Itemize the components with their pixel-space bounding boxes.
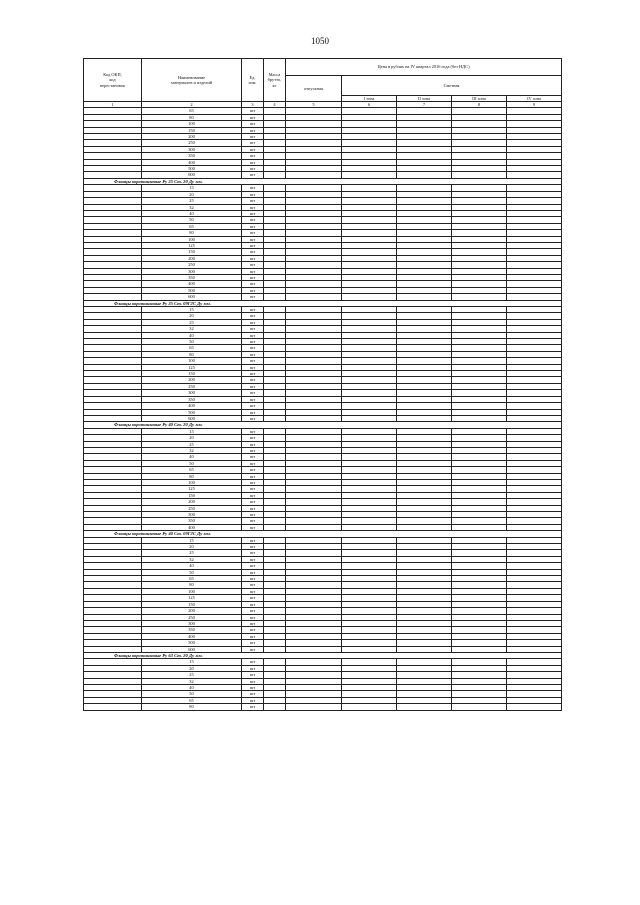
cell-unit: шт [242, 262, 264, 268]
header-code-line3: перестановок [99, 82, 126, 88]
cell-mass [264, 704, 286, 710]
cell-name: 150 [142, 601, 242, 607]
cell-unit: шт [242, 659, 264, 665]
column-number: 8 [452, 102, 507, 108]
cell-name: 25 [142, 198, 242, 204]
cell-name: 25 [142, 441, 242, 447]
cell-name: 300 [142, 620, 242, 626]
header-mass-line1: Масса [268, 71, 281, 77]
cell-name: 200 [142, 608, 242, 614]
section-title: Фланцы воротниковые Ру 25 Ст. 09Г2С Ду мм. [84, 300, 562, 306]
cell-unit: шт [242, 691, 264, 697]
cell-name: 80 [142, 704, 242, 710]
cell-unit: шт [242, 249, 264, 255]
cell-name: 32 [142, 326, 242, 332]
cell-name: 200 [142, 499, 242, 505]
cell-name: 65 [142, 345, 242, 351]
cell-name: 150 [142, 249, 242, 255]
column-number: 9 [507, 102, 562, 108]
section-title: Фланцы воротниковые Ру 40 Ст. 20 Ду мм. [84, 422, 562, 428]
cell-unit: шт [242, 134, 264, 140]
cell-unit: шт [242, 595, 264, 601]
column-number: 7 [397, 102, 452, 108]
cell-unit: шт [242, 428, 264, 434]
cell-name: 300 [142, 390, 242, 396]
section-title: Фланцы воротниковые Ру 25 Ст. 20 Ду мм. [84, 178, 562, 184]
cell-name: 40 [142, 684, 242, 690]
cell-unit: шт [242, 544, 264, 550]
cell-unit: шт [242, 479, 264, 485]
cell-unit: шт [242, 646, 264, 652]
cell-unit: шт [242, 313, 264, 319]
cell-unit: шт [242, 627, 264, 633]
cell-name: 15 [142, 537, 242, 543]
cell-name: 500 [142, 640, 242, 646]
cell-unit: шт [242, 127, 264, 133]
cell-unit: шт [242, 620, 264, 626]
page-number: 1050 [311, 36, 329, 46]
header-mass-line3: кг [272, 82, 277, 88]
cell-unit: шт [242, 351, 264, 357]
cell-name: 80 [142, 473, 242, 479]
cell-zone3-price [452, 704, 507, 710]
cell-name: 25 [142, 672, 242, 678]
cell-unit: шт [242, 505, 264, 511]
cell-unit: шт [242, 198, 264, 204]
cell-name: 15 [142, 307, 242, 313]
cell-name: 500 [142, 409, 242, 415]
cell-name: 200 [142, 134, 242, 140]
cell-name: 150 [142, 127, 242, 133]
cell-unit: шт [242, 524, 264, 530]
cell-name: 65 [142, 223, 242, 229]
cell-unit: шт [242, 550, 264, 556]
cell-unit: шт [242, 185, 264, 191]
cell-unit: шт [242, 358, 264, 364]
cell-unit: шт [242, 697, 264, 703]
cell-name: 500 [142, 287, 242, 293]
cell-unit: шт [242, 588, 264, 594]
cell-unit: шт [242, 307, 264, 313]
cell-unit: шт [242, 460, 264, 466]
cell-name: 600 [142, 646, 242, 652]
cell-unit: шт [242, 114, 264, 120]
cell-unit: шт [242, 556, 264, 562]
cell-name: 15 [142, 428, 242, 434]
header-price-title: Цена в рублях на IV квартал 2016 года (без НДС) [286, 59, 562, 76]
table-body [84, 108, 562, 710]
cell-name: 50 [142, 217, 242, 223]
header-name-line1: Наименование [177, 74, 206, 80]
cell-name: 600 [142, 172, 242, 178]
cell-name: 250 [142, 614, 242, 620]
cell-code [84, 704, 142, 710]
cell-name: 200 [142, 255, 242, 261]
cell-unit: шт [242, 332, 264, 338]
cell-name: 100 [142, 479, 242, 485]
cell-unit: шт [242, 166, 264, 172]
cell-name: 40 [142, 332, 242, 338]
cell-name: 400 [142, 281, 242, 287]
cell-name: 350 [142, 518, 242, 524]
column-number: 3 [242, 102, 264, 108]
cell-unit: шт [242, 287, 264, 293]
cell-unit: шт [242, 576, 264, 582]
cell-name: 400 [142, 403, 242, 409]
cell-name: 65 [142, 467, 242, 473]
cell-name: 80 [142, 582, 242, 588]
cell-name: 250 [142, 140, 242, 146]
cell-unit: шт [242, 512, 264, 518]
cell-unit: шт [242, 326, 264, 332]
cell-unit: шт [242, 409, 264, 415]
cell-name: 32 [142, 556, 242, 562]
cell-unit: шт [242, 492, 264, 498]
cell-unit: шт [242, 153, 264, 159]
cell-unit: шт [242, 473, 264, 479]
price-table [83, 58, 562, 711]
column-number: 6 [342, 102, 397, 108]
cell-name: 40 [142, 210, 242, 216]
header-release-price: отпускная [286, 76, 342, 102]
cell-name: 32 [142, 678, 242, 684]
cell-unit: шт [242, 435, 264, 441]
cell-unit: шт [242, 499, 264, 505]
cell-name: 350 [142, 274, 242, 280]
header-zone-3: III зона [452, 95, 507, 101]
cell-unit: шт [242, 665, 264, 671]
cell-name: 20 [142, 313, 242, 319]
cell-unit: шт [242, 403, 264, 409]
cell-unit: шт [242, 146, 264, 152]
cell-name: 50 [142, 460, 242, 466]
cell-unit: шт [242, 640, 264, 646]
cell-name: 600 [142, 415, 242, 421]
cell-unit: шт [242, 678, 264, 684]
cell-name: 15 [142, 185, 242, 191]
cell-unit: шт [242, 268, 264, 274]
header-zone-1: I зона [342, 95, 397, 101]
cell-unit: шт [242, 281, 264, 287]
cell-name: 100 [142, 236, 242, 242]
cell-name: 350 [142, 396, 242, 402]
cell-name: 80 [142, 351, 242, 357]
cell-unit: шт [242, 704, 264, 710]
section-title: Фланцы воротниковые Ру 63 Ст. 20 Ду мм. [84, 652, 562, 658]
cell-name: 20 [142, 435, 242, 441]
cell-name: 20 [142, 191, 242, 197]
cell-unit: шт [242, 191, 264, 197]
column-number: 4 [264, 102, 286, 108]
cell-unit: шт [242, 415, 264, 421]
cell-unit: шт [242, 569, 264, 575]
cell-name: 150 [142, 371, 242, 377]
cell-unit: шт [242, 441, 264, 447]
cell-name: 400 [142, 159, 242, 165]
cell-unit: шт [242, 223, 264, 229]
cell-unit: шт [242, 294, 264, 300]
cell-name: 80 [142, 230, 242, 236]
header-zone-4: IV зона [507, 95, 562, 101]
cell-name: 32 [142, 447, 242, 453]
header-unit-line1: Ед. [249, 74, 256, 80]
cell-name: 150 [142, 492, 242, 498]
cell-name: 50 [142, 339, 242, 345]
cell-name: 350 [142, 153, 242, 159]
cell-name: 20 [142, 544, 242, 550]
cell-name: 200 [142, 377, 242, 383]
cell-unit: шт [242, 608, 264, 614]
cell-unit: шт [242, 582, 264, 588]
cell-name: 50 [142, 569, 242, 575]
header-zone-2: II зона [397, 95, 452, 101]
column-number: 1 [84, 102, 142, 108]
cell-unit: шт [242, 274, 264, 280]
cell-unit: шт [242, 377, 264, 383]
cell-unit: шт [242, 364, 264, 370]
cell-unit: шт [242, 396, 264, 402]
cell-name: 300 [142, 268, 242, 274]
cell-name: 125 [142, 242, 242, 248]
cell-release-price [286, 704, 342, 710]
cell-name: 32 [142, 204, 242, 210]
cell-unit: шт [242, 371, 264, 377]
cell-unit: шт [242, 563, 264, 569]
cell-unit: шт [242, 121, 264, 127]
cell-name: 600 [142, 294, 242, 300]
cell-name: 125 [142, 595, 242, 601]
header-unit [242, 59, 264, 102]
cell-unit: шт [242, 390, 264, 396]
cell-name: 250 [142, 383, 242, 389]
price-table-container [83, 58, 561, 711]
cell-unit: шт [242, 601, 264, 607]
cell-name: 65 [142, 697, 242, 703]
cell-unit: шт [242, 633, 264, 639]
cell-name: 250 [142, 262, 242, 268]
section-title: Фланцы воротниковые Ру 40 Ст. 09Г2С Ду мм. [84, 531, 562, 537]
header-code-line1: Код ОКП, [103, 71, 122, 77]
column-number: 2 [142, 102, 242, 108]
cell-name: 15 [142, 659, 242, 665]
header-estimate-price: Сметная [342, 76, 562, 96]
cell-unit: шт [242, 172, 264, 178]
cell-unit: шт [242, 242, 264, 248]
cell-unit: шт [242, 236, 264, 242]
cell-name: 40 [142, 454, 242, 460]
cell-name: 20 [142, 665, 242, 671]
cell-unit: шт [242, 210, 264, 216]
cell-unit: шт [242, 140, 264, 146]
cell-unit: шт [242, 467, 264, 473]
header-unit-line2: изм. [248, 80, 257, 85]
cell-unit: шт [242, 319, 264, 325]
table-row [84, 704, 562, 710]
header-mass [264, 59, 286, 102]
cell-unit: шт [242, 454, 264, 460]
cell-name: 350 [142, 627, 242, 633]
header-mass-line2: брутто, [267, 77, 282, 83]
cell-name: 40 [142, 563, 242, 569]
cell-zone1-price [342, 704, 397, 710]
cell-name: 300 [142, 512, 242, 518]
cell-name: 125 [142, 364, 242, 370]
cell-zone4-price [507, 704, 562, 710]
cell-name: 125 [142, 486, 242, 492]
table-header [84, 59, 562, 108]
cell-unit: шт [242, 204, 264, 210]
cell-unit: шт [242, 672, 264, 678]
column-number: 5 [286, 102, 342, 108]
header-code [84, 59, 142, 102]
cell-unit: шт [242, 447, 264, 453]
cell-unit: шт [242, 518, 264, 524]
cell-name: 50 [142, 691, 242, 697]
header-code-line2: код [109, 77, 116, 83]
cell-unit: шт [242, 486, 264, 492]
cell-unit: шт [242, 339, 264, 345]
header-name-line2: материалов и изделий [170, 80, 213, 85]
cell-unit: шт [242, 537, 264, 543]
cell-unit: шт [242, 383, 264, 389]
cell-name: 250 [142, 505, 242, 511]
cell-name: 400 [142, 633, 242, 639]
cell-name: 400 [142, 524, 242, 530]
cell-name: 300 [142, 146, 242, 152]
cell-unit: шт [242, 255, 264, 261]
cell-name: 100 [142, 121, 242, 127]
cell-name: 65 [142, 108, 242, 114]
header-name [142, 59, 242, 102]
cell-name: 25 [142, 550, 242, 556]
cell-name: 25 [142, 319, 242, 325]
cell-unit: шт [242, 108, 264, 114]
cell-unit: шт [242, 159, 264, 165]
cell-name: 100 [142, 588, 242, 594]
cell-unit: шт [242, 230, 264, 236]
cell-name: 100 [142, 358, 242, 364]
cell-name: 500 [142, 166, 242, 172]
cell-unit: шт [242, 684, 264, 690]
cell-unit: шт [242, 217, 264, 223]
cell-zone2-price [397, 704, 452, 710]
cell-unit: шт [242, 614, 264, 620]
cell-name: 65 [142, 576, 242, 582]
cell-name: 80 [142, 114, 242, 120]
cell-unit: шт [242, 345, 264, 351]
